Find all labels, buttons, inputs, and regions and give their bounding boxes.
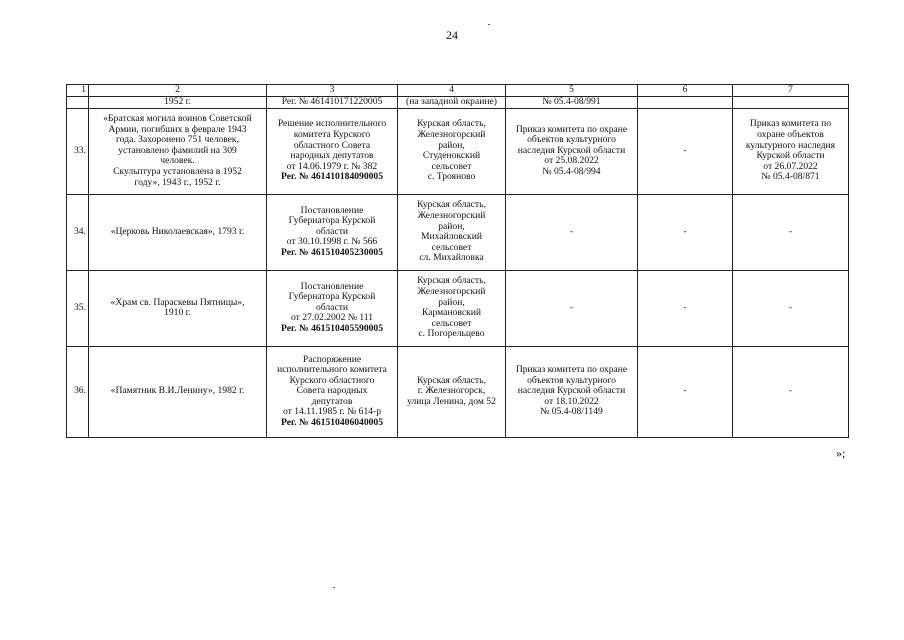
text-line: от 14.11.1985 г. № 614-р [282, 406, 382, 418]
text-line: - [569, 301, 574, 313]
text-line: года. Захоронено 751 человек, [115, 134, 239, 146]
cell-object-name [89, 270, 267, 346]
header-row [67, 85, 849, 97]
cell-object-name [89, 346, 267, 437]
text-line: Губернатора Курской [288, 215, 376, 227]
text-line: Приказ комитета по охране [515, 364, 628, 376]
text-line: Постановление [300, 204, 364, 216]
text-line: район, [438, 139, 465, 151]
text-line: от 14.06.1979 г. № 382 [286, 160, 378, 172]
cell-col6: - [638, 108, 733, 194]
cell-document [267, 194, 398, 270]
column-header: 7 [733, 85, 849, 97]
registration-number: Рег. № 461510405590005 [280, 322, 384, 334]
text-line: Скульптура установлена в 1952 [113, 165, 242, 177]
text-line: улица Ленина, дом 52 [407, 395, 496, 407]
text-line: Курская область, [417, 199, 486, 211]
text-line: Армии, погибших в феврале 1943 [108, 123, 247, 135]
text-line: «Храм св. Параскевы Пятницы», [110, 296, 245, 308]
text-line: 1910 г. [164, 307, 191, 319]
column-header: 3 [267, 85, 398, 97]
text-line: № 05.4-08/1149 [540, 406, 603, 418]
registration-number: Рег. № 461510406040005 [280, 417, 384, 429]
text-line: депутатов [311, 395, 353, 407]
scan-speck [488, 24, 490, 25]
text-line: «Братская могила воинов Советской [103, 113, 252, 125]
cell-number: 34. [67, 194, 89, 270]
text-line: областного Совета [293, 139, 371, 151]
text-line: объектов культурного [527, 374, 616, 386]
text-line: № 05.4-08/994 [542, 165, 601, 177]
text-line: объектов культурного [527, 134, 616, 146]
cell-order [506, 270, 638, 346]
registration-number: Рег. № 461510405230005 [280, 246, 384, 258]
table-row [67, 194, 849, 270]
text-line: Кармановский [421, 307, 482, 319]
cell-col6: - [638, 194, 733, 270]
cell-object-name: 1952 г. [89, 97, 267, 109]
text-line: Распоряжение [302, 353, 362, 365]
text-line: исполнительного комитета [277, 364, 387, 376]
column-header: 1 [67, 85, 89, 97]
cell-order: № 05.4-08/991 [506, 97, 638, 109]
text-line: «Памятник В.И.Ленину», 1982 г. [110, 385, 245, 397]
text-line: с. Погорельцево [418, 328, 485, 340]
table-row [67, 108, 849, 194]
heritage-objects-table [66, 84, 849, 438]
text-line: г. Железногорск, [417, 385, 486, 397]
text-line: наследия Курской области [517, 144, 626, 156]
text-line: Железногорский [417, 285, 486, 297]
cell-col6: - [638, 270, 733, 346]
cell-order [506, 346, 638, 437]
text-line: Решение исполнительного [277, 118, 387, 130]
cell-order [506, 194, 638, 270]
text-line: от 18.10.2022 [544, 395, 599, 407]
text-line: человек. [160, 155, 195, 167]
text-line: Михайловский [421, 231, 482, 243]
column-header: 5 [506, 85, 638, 97]
text-line: «Церковь Николаевская», 1793 г. [110, 225, 245, 237]
cell-col7 [733, 346, 849, 437]
text-line: Курская область, [417, 275, 486, 287]
cell-col6 [638, 97, 733, 109]
text-line: от 27.02.2002 № 111 [290, 312, 374, 324]
page-number: 24 [446, 28, 458, 42]
cell-number [67, 97, 89, 109]
text-line: от 26.07.2022 [763, 160, 818, 172]
text-line: Курской области [756, 150, 825, 162]
text-line: район, [438, 296, 465, 308]
text-line: области [315, 301, 349, 313]
column-header: 6 [638, 85, 733, 97]
cell-document [267, 346, 398, 437]
cell-document [267, 108, 398, 194]
text-line: Курского областного [289, 374, 375, 386]
text-line: Постановление [300, 280, 364, 292]
text-line: Приказ комитета по [749, 118, 832, 130]
text-line: году», 1943 г., 1952 г. [134, 176, 221, 188]
registration-number: Рег. № 461410184090005 [280, 171, 384, 183]
text-line: Студенокский [422, 150, 481, 162]
text-line: район, [438, 220, 465, 232]
text-line: народных депутатов [290, 150, 374, 162]
text-line: сельсовет [431, 317, 472, 329]
text-line: Курская область, [417, 118, 486, 130]
table-row [67, 346, 849, 437]
text-line: комитета Курского [293, 128, 371, 140]
cell-object-name [89, 108, 267, 194]
column-header: 2 [89, 85, 267, 97]
cell-location [398, 108, 506, 194]
text-line: Железногорский [417, 128, 486, 140]
text-line: охране объектов [757, 128, 824, 140]
cell-col7 [733, 194, 849, 270]
text-line: от 30.10.1998 г. № 566 [286, 236, 378, 248]
cell-document [267, 270, 398, 346]
cell-number: 36. [67, 346, 89, 437]
text-line: с. Трояново [427, 171, 476, 183]
text-line: Губернатора Курской [288, 291, 376, 303]
cell-col6: - [638, 346, 733, 437]
text-line: - [788, 385, 793, 397]
table-row [67, 270, 849, 346]
text-line: от 25.08.2022 [544, 155, 599, 167]
text-line: - [788, 301, 793, 313]
cell-location [398, 270, 506, 346]
cell-order [506, 108, 638, 194]
cell-location: (на западной окраине) [398, 97, 506, 109]
cell-col7 [733, 97, 849, 109]
text-line: Совета народных [296, 385, 368, 397]
text-line: культурного наследия [745, 139, 836, 151]
text-line: наследия Курской области [517, 385, 626, 397]
text-line: - [788, 225, 793, 237]
text-line: Курская область, [417, 374, 486, 386]
column-header: 4 [398, 85, 506, 97]
text-line: Приказ комитета по охране [515, 123, 628, 135]
cell-registration-number: Рег. № 461410171220005 [267, 97, 398, 109]
cell-location [398, 194, 506, 270]
cell-object-name [89, 194, 267, 270]
cell-col7 [733, 108, 849, 194]
text-line: - [569, 225, 574, 237]
continuation-row [67, 97, 849, 109]
text-line: № 05.4-08/871 [761, 171, 820, 183]
scan-speck [333, 587, 335, 588]
text-line: Железногорский [417, 209, 486, 221]
cell-col7 [733, 270, 849, 346]
cell-location [398, 346, 506, 437]
text-line: сл. Михайловка [419, 252, 484, 264]
cell-number: 35. [67, 270, 89, 346]
cell-number: 33. [67, 108, 89, 194]
text-line: сельсовет [431, 160, 472, 172]
text-line: сельсовет [431, 241, 472, 253]
text-line: установлено фамилий на 309 [118, 144, 237, 156]
closing-quote-mark: »; [836, 446, 846, 460]
text-line: области [315, 225, 349, 237]
